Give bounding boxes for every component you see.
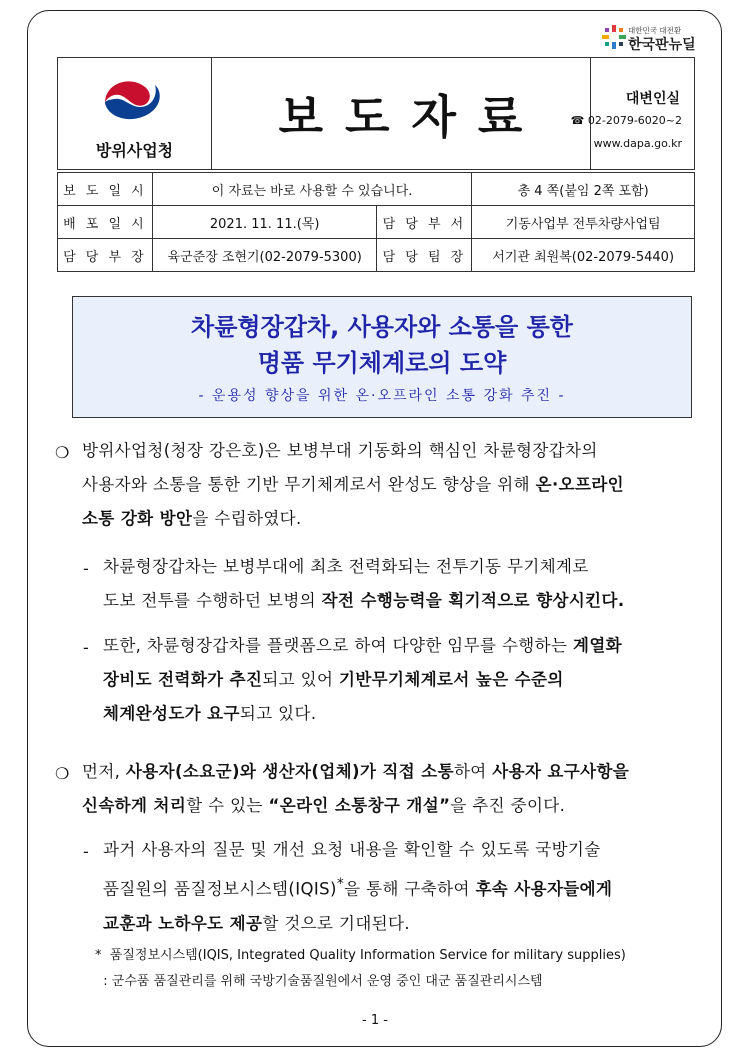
subparagraph-2 <box>103 629 703 731</box>
agency-logo-cell <box>58 58 212 169</box>
table-row <box>58 239 695 272</box>
text-span: 할 것으로 기대된다. <box>262 913 410 933</box>
new-deal-title: 한국판뉴딜 <box>628 37 696 53</box>
text-span: 을 수립하였다. <box>192 509 302 528</box>
emphasis-text: “온라인 소통창구 개설” <box>268 796 451 815</box>
text-span: 을 추진 중이다. <box>450 796 566 815</box>
text-span: 사용자와 소통을 통한 기반 무기체계로서 완성도 향상을 위해 <box>82 475 536 494</box>
director-value: 육군준장 조현기(02-2079-5300) <box>152 239 377 272</box>
phone-number: ☎ 02-2079-6020~2 <box>570 114 682 127</box>
page-count: 총 4 쪽(붙임 2쪽 포함) <box>472 173 695 206</box>
new-deal-subtitle: 대한민국 대전환 <box>628 26 682 35</box>
website-link[interactable]: www.dapa.go.kr <box>593 137 682 150</box>
footnote-line: * 품질정보시스템(IQIS, Integrated Quality Information Service for military supplies) <box>95 948 626 963</box>
paragraph-1 <box>82 434 707 536</box>
headline-subtitle: - 운용성 향상을 위한 온·오프라인 소통 강화 추진 - <box>198 388 566 404</box>
release-time-value: 이 자료는 바로 사용할 수 있습니다. <box>152 173 471 206</box>
text-line <box>82 755 707 789</box>
new-deal-logo-icon <box>601 24 627 50</box>
emphasis-text: 신속하게 처리 <box>82 796 187 815</box>
text-line: 방위사업청(청장 강은호)은 보병부대 기동화의 핵심인 차륜형장갑차의 <box>82 441 598 460</box>
footnote <box>95 943 705 995</box>
department-value: 기동사업부 전투차량사업팀 <box>472 206 695 239</box>
text-line: 과거 사용자의 질문 및 개선 요청 내용을 확인할 수 있도록 국방기술 <box>103 840 601 859</box>
subparagraph-1 <box>103 550 703 618</box>
contact-cell <box>570 58 694 169</box>
release-info-table <box>57 172 695 272</box>
text-line <box>82 468 707 502</box>
emphasis-text: 사용자 요구사항을 <box>492 762 630 781</box>
team-leader-value: 서기관 최원복(02-2079-5440) <box>472 239 695 272</box>
footnote-line: : 군수품 품질관리를 위해 국방기술품질원에서 운영 중인 대군 품질관리시스템 <box>95 974 543 989</box>
page-number: - 1 - <box>362 1013 388 1028</box>
emphasis-text: 교훈과 노하우도 제공 <box>103 913 263 933</box>
team-leader-label: 담 당 팀 장 <box>377 239 472 272</box>
emphasis-text: 온·오프라인 <box>535 475 625 494</box>
director-label: 담 당 부 장 <box>58 239 153 272</box>
footnote-marker: * <box>336 876 345 892</box>
text-line <box>103 629 703 663</box>
release-time-label: 보 도 일 시 <box>58 173 153 206</box>
spokesperson-office: 대변인실 <box>625 91 680 107</box>
table-row <box>58 173 695 206</box>
text-line: 차륜형장갑차는 보병부대에 최초 전력화되는 전투기동 무기체계로 <box>103 557 589 576</box>
text-span: 되고 있다. <box>239 704 317 723</box>
emphasis-text: 장비도 전력화가 추진 <box>103 670 263 689</box>
text-line <box>103 663 703 697</box>
text-span: 을 통해 구축하여 <box>344 879 476 899</box>
headline-box <box>72 296 692 418</box>
distribution-date-value: 2021. 11. 11.(목) <box>152 206 377 239</box>
text-line <box>103 697 703 731</box>
emphasis-text: 계열화 <box>572 636 623 655</box>
emphasis-text: 기반무기체계로서 높은 수준의 <box>339 670 564 689</box>
distribution-date-label: 배 포 일 시 <box>58 206 153 239</box>
bullet-icon: ❍ <box>55 443 70 462</box>
emphasis-text: 작전 수행능력을 획기적으로 향상시킨다. <box>321 591 625 610</box>
text-span: 먼저, <box>82 762 126 781</box>
text-span: 또한, 차륜형장갑차를 플랫폼으로 하여 다양한 임무를 수행하는 <box>103 636 573 655</box>
dash-bullet: - <box>83 638 89 657</box>
text-span: 할 수 있는 <box>186 796 269 815</box>
emphasis-text: 체계완성도가 요구 <box>103 704 240 723</box>
text-line <box>82 502 707 536</box>
headline-line-2: 명품 무기체계로의 도약 <box>257 349 507 377</box>
text-line <box>103 584 703 618</box>
bullet-icon: ❍ <box>55 764 70 783</box>
paragraph-2 <box>82 755 707 823</box>
text-line <box>103 867 703 907</box>
subparagraph-3 <box>103 833 703 941</box>
table-row <box>58 206 695 239</box>
text-span: 도보 전투를 수행하던 보병의 <box>103 591 322 610</box>
department-label: 담 당 부 서 <box>377 206 472 239</box>
text-line <box>82 789 707 823</box>
press-header <box>57 57 695 170</box>
text-line <box>103 907 703 941</box>
taegeuk-logo-icon <box>100 73 170 123</box>
headline-line-1: 차륜형장갑차, 사용자와 소통을 통한 <box>191 313 573 341</box>
agency-name: 방위사업청 <box>95 141 174 160</box>
text-span: 되고 있어 <box>262 670 339 689</box>
text-span: 하여 <box>453 762 493 781</box>
press-release-title: 보도자료 <box>211 58 591 169</box>
text-span: 품질원의 품질정보시스템(IQIS) <box>103 879 337 899</box>
emphasis-text: 후속 사용자들에게 <box>475 879 613 899</box>
emphasis-text: 사용자(소요군)와 생산자(업체)가 직접 소통 <box>125 762 454 781</box>
dash-bullet: - <box>83 842 89 861</box>
emphasis-text: 소통 강화 방안 <box>82 509 193 528</box>
dash-bullet: - <box>83 559 89 578</box>
